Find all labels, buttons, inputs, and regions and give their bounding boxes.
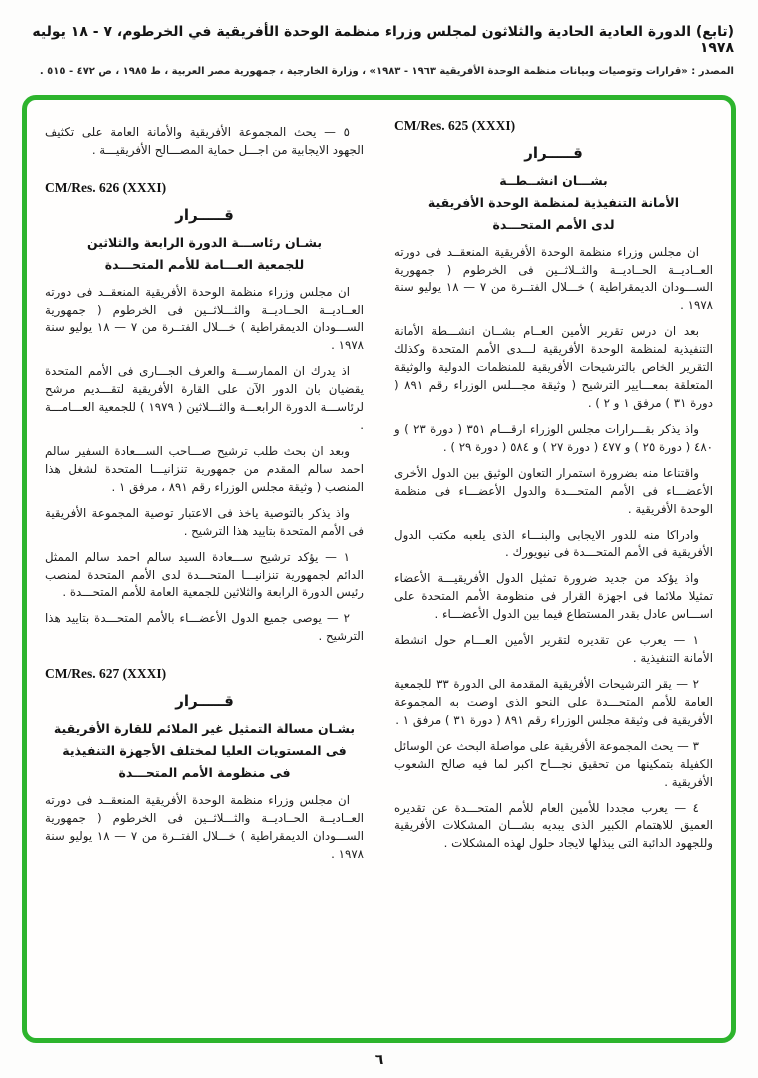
paragraph: واذ يؤكد من جديد ضرورة تمثيل الدول الأفريقيـــة الأعضاء تمثيلا ملائما فى اجهزة القرار فى منظومة الأمم المتحدة على اســـاس عادل بقدر المستطاع فيما بين الدول الأعضـــاء .: [394, 571, 713, 622]
paragraph: واذ يذكر بقـــرارات مجلس الوزراء ارقـــام ٣٥١ ( دورة ٢٣ ) و ٤٨٠ ( دورة ٢٥ ) و ٤٧٧ ( دورة ٢٧ ) و ٥٨٤ ( دورة ٢٩ ) .: [394, 421, 713, 454]
paragraph: ان مجلس وزراء منظمة الوحدة الأفريقية المنعقــد فى دورته العــاديــة الحــاديــة والثـــلاثــين فى الخرطوم ( جمهورية الســـودان الديمقراطية ) خـــلال الفتــرة من ٧ — ١٨ يوليو سنة ١٩٧٨ .: [45, 284, 364, 353]
subtitle-line: بشـــان انشــطــة: [499, 173, 608, 188]
paragraph: اذ يدرك ان الممارســـة والعرف الجـــارى فى الأمم المتحدة يقضيان بان الدور الآن على القارة الأفريقية لتقـــديم مرشح لرئاســـة الدورة الرابعـــة والثـــلاثين ( ١٩٧٩ ) للجمعية العـــامـــة .: [45, 364, 364, 433]
paragraph: ٢ — يوصى جميع الدول الأعضـــاء بالأمم المتحـــدة بتاييد هذا الترشيح .: [45, 611, 364, 644]
resolution-id-626: CM/Res. 626 (XXXI): [45, 179, 167, 195]
header-source-citation: المصدر : «قرارات وتوصيات وبيانات منظمة الوحدة الأفريقية ١٩٦٣ - ١٩٨٣» ، وزارة الخارجية ، جمهورية مصر العربية ، ط ١٩٨٥ ، ص ٤٧٢ - ٥١٥ .: [39, 66, 734, 77]
paragraph: ان مجلس وزراء منظمة الوحدة الأفريقية المنعقــد فى دورته العــاديــة الحــاديــة والثـــلاثــين فى الخرطوم ( جمهورية الســـودان الديمقراطية ) خـــلال الفتــرة من ٧ — ١٨ يوليو سنة ١٩٧٨ .: [45, 792, 364, 861]
subtitle-line: لدى الأمم المتحـــدة: [492, 216, 615, 232]
resolution-626-heading: قـــــرار: [175, 205, 234, 224]
header-session-title: (تابع) الدورة العادية الحادية والثلاثون لمجلس وزراء منظمة الوحدة الأفريقية في الخرطوم، ٧ - ١٨ يوليه ١٩٧٨: [32, 24, 734, 56]
resolution-625-subtitle: [394, 170, 713, 236]
subtitle-line: بشـان رئاســـة الدورة الرابعة والثلاثين: [86, 234, 323, 250]
column-left: [45, 116, 364, 1026]
page-number: ٦: [374, 1052, 384, 1068]
resolution-626-subtitle: [45, 232, 364, 276]
paragraph: وبعد ان بحث طلب ترشيح صـــاحب الســـعادة السفير سالم احمد سالم المقدم من جمهورية تنزانيـــا المتحدة لشغل هذا المنصب ( وثيقة مجلس الوزراء رقم ٨٩١ ، مرفق ١ .: [45, 443, 364, 494]
two-column-layout: [45, 116, 713, 1026]
green-border-frame: [22, 95, 736, 1043]
paragraph: وادراكا منه للدور الايجابى والبنـــاء الذى يلعبه مكتب الدول الأفريقية فى الأمم المتحـــدة فى نيويورك .: [394, 527, 713, 560]
resolution-625-heading: قـــــرار: [524, 144, 583, 162]
column-right: [394, 116, 713, 1026]
paragraph: ١ — يؤكد ترشيح ســـعادة السيد سالم احمد سالم الممثل الدائم لجمهورية تنزانيـــا المتحـــدة لدى الأمم المتحدة لمنصب رئيس الدورة الرابعة والثلاثين للجمعية العامة للأمم المتحـــدة .: [45, 549, 364, 600]
resolution-id-625: CM/Res. 625 (XXXI): [394, 118, 516, 133]
subtitle-line: بشـان مسالة التمثيل غير الملائم للقارة الأفريقية: [53, 721, 356, 737]
paragraph: ان مجلس وزراء منظمة الوحدة الأفريقية المنعقــد فى دورته العــاديــة الحــاديــة والثــلاثــين فى الخرطوم ( جمهورية الســـودان الديمقراطية ) خـــلال الفتــرة من ٧ — ١٨ يوليو سنة ١٩٧٨ .: [394, 244, 713, 313]
paragraph: ٣ — يحث المجموعة الأفريقية على مواصلة البحث عن الوسائل الكفيلة بتمكينها من تحقيق نجـــاح اكبر لما فيه صالح الشعوب الأفريقية .: [394, 738, 713, 789]
paragraph: ٢ — يقر الترشيحات الأفريقية المقدمة الى الدورة ٣٣ للجمعية العامة للأمم المتحـــدة على النحو الذى اوصت به المجموعة الأفريقية فى وثيقة مجلس الوزراء رقم ٨٩١ ( دورة ٣١ ) مرفق ١ .: [394, 676, 713, 727]
paragraph: ١ — يعرب عن تقديره لتقرير الأمين العـــام حول انشطة الأمانة التنفيذية .: [394, 633, 713, 666]
subtitle-line: الأمانة التنفيذية لمنظمة الوحدة الأفريقية: [427, 194, 680, 210]
paragraph: ٤ — يعرب مجددا للأمين العام للأمم المتحـــدة عن تقديره العميق للاهتمام الكبير الذى يبديه بشـــان المشكلات الأفريقية وللجهود الدائبة التى يبذلها لايجاد حلول لهذه المشكلات .: [394, 800, 713, 851]
paragraph: بعد ان درس تقرير الأمين العــام بشــان انشـــطة الأمانة التنفيذية لمنظمة الوحدة الأفريقية لـــدى الأمم المتحدة وكذلك التقرير الخاص بالترشيحات الأفريقية للمنظمات الدولية والوثيقة المتعلقة بمعـــايير الترشيح ( وثيقة مجـــلس الوزراء رقم ٨٩١ ( دورة ٣١ ) مرفق ١ و ٢ ) .: [394, 324, 713, 410]
subtitle-line: للجمعية العـــامة للأمم المتحـــدة: [104, 256, 305, 272]
resolution-627-heading: قـــــرار: [175, 692, 234, 711]
subtitle-line: فى منظومة الأمم المتحـــدة: [118, 764, 291, 780]
paragraph: واقتناعا منه بضرورة استمرار التعاون الوثيق بين الدول الأخرى الأعضـــاء فى الأمم المتحـــدة والدول الأعضـــاء فى منظمة الوحدة الأفريقية .: [394, 465, 713, 516]
subtitle-line: فى المستويات العليا لمختلف الأجهزة التنفيذية: [62, 743, 347, 759]
paragraph: ٥ — يحث المجموعة الأفريقية والأمانة العامة على تكثيف الجهود الايجابية من اجـــل حماية المصـــالح الأفريقيـــة .: [45, 125, 364, 157]
paragraph: واذ يذكر بالتوصية ياخذ فى الاعتبار توصية المجموعة الأفريقية فى الأمم المتحدة بتاييد هذا الترشيح .: [45, 505, 364, 538]
document-header: [0, 0, 758, 77]
resolution-627-subtitle: [45, 718, 364, 784]
resolution-id-627: CM/Res. 627 (XXXI): [45, 666, 167, 682]
